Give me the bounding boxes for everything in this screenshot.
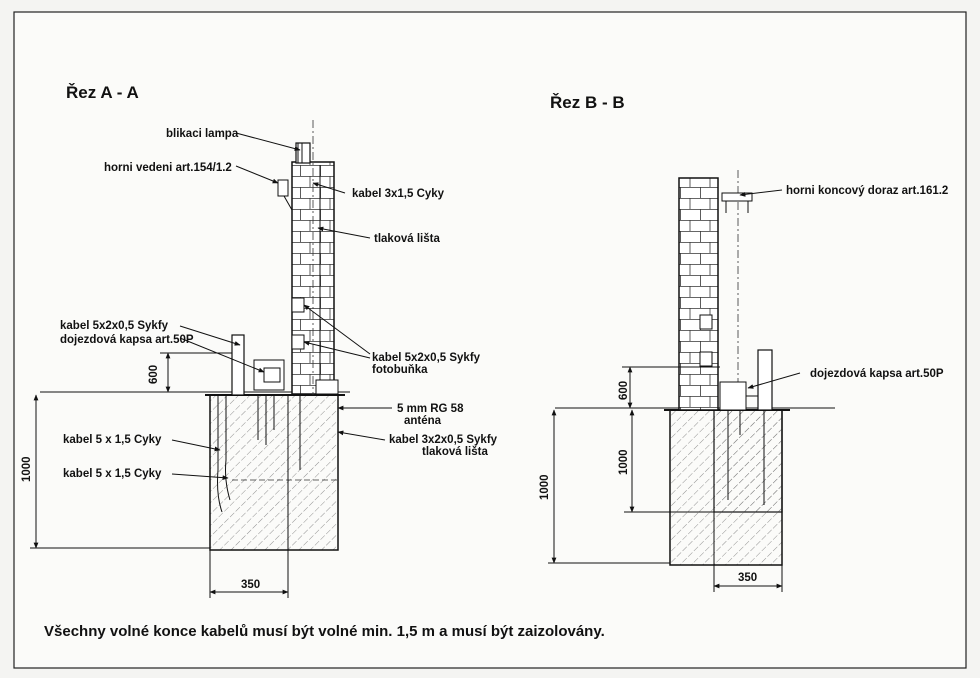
label-cable-5x15-b: kabel 5 x 1,5 Cyky <box>63 468 162 480</box>
label-cable-5x2x05-left: kabel 5x2x0,5 Sykfy <box>60 320 169 332</box>
column-b <box>679 178 718 410</box>
docking-pocket-post-b <box>758 350 772 410</box>
dim-600-b: 600 <box>618 380 630 400</box>
label-top-end-stop: horni koncový doraz art.161.2 <box>786 185 949 197</box>
label-cable-3x2x05: kabel 3x2x0,5 Sykfy <box>389 434 498 446</box>
label-rg58: 5 mm RG 58 <box>397 403 464 415</box>
label-cable-5x15-a: kabel 5 x 1,5 Cyky <box>63 434 162 446</box>
label-blinking-lamp: blikaci lampa <box>166 128 239 140</box>
section-a-title: Řez A - A <box>66 83 139 102</box>
label-top-guide: horni vedeni art.154/1.2 <box>104 162 232 174</box>
section-b-title: Řez B - B <box>550 93 625 112</box>
label-docking-pocket-a: dojezdová kapsa art.50P <box>60 334 194 346</box>
label-cable-3x15: kabel 3x1,5 Cyky <box>352 188 445 200</box>
footer-note: Všechny volné konce kabelů musí být volné min. 1,5 m a musí být zaizolovány. <box>44 623 605 640</box>
dim-1000-b-inner: 1000 <box>618 449 630 475</box>
dim-350-b: 350 <box>738 572 758 584</box>
label-photocell: fotobuňka <box>372 364 428 376</box>
dim-350-a: 350 <box>241 579 261 591</box>
dim-1000-b-outer: 1000 <box>539 474 551 500</box>
label-antenna: anténa <box>404 415 442 427</box>
label-pressure-strip: tlaková lišta <box>374 233 440 245</box>
dim-1000-a: 1000 <box>21 456 33 482</box>
top-guide <box>278 180 288 196</box>
label-cable-5x2x05-right: kabel 5x2x0,5 Sykfy <box>372 352 481 364</box>
label-docking-pocket-b: dojezdová kapsa art.50P <box>810 368 944 380</box>
dim-600-a: 600 <box>148 364 160 384</box>
label-pressure-strip-2: tlaková lišta <box>422 446 488 458</box>
